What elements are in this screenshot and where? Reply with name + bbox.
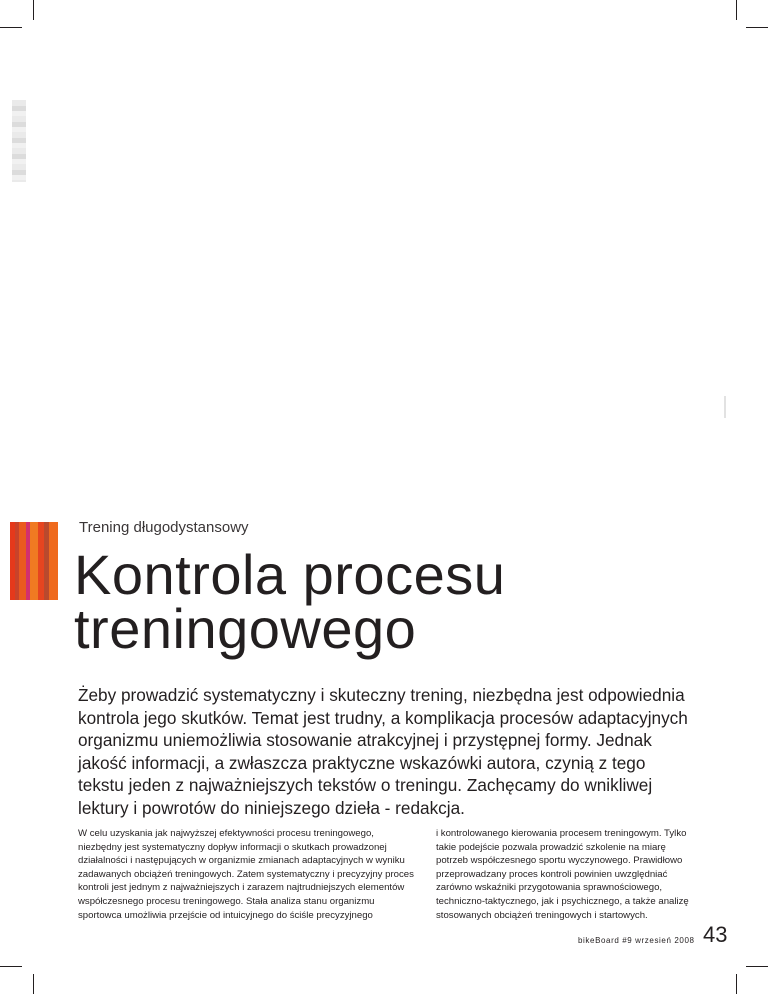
crop-mark-top-right xyxy=(736,0,737,20)
crop-mark-bottom-left xyxy=(33,974,34,994)
stripe xyxy=(30,522,38,600)
body-column-left: W celu uzyskania jak najwyższej efektywności procesu treningowego, niezbędny jest systematyczny dopływ informacji o skutkach prowadzonej działalności i następujących w organizmie zmianach adaptacyjnych w wyniku zadawanych obciążeń treningowych. Zatem systematyczny i precyzyjny proces kontroli jest jednym z najważniejszych i zarazem najtrudniejszych elementów współczesnego procesu treningowego. Stała analiza stanu organizmu sportowca umożliwia przejście od intuicyjnego do ściśle precyzyjnego xyxy=(78,828,414,921)
article-title-line-2: treningowego xyxy=(74,597,417,660)
scan-artifact xyxy=(12,100,26,182)
body-column-right: i kontrolowanego kierowania procesem treningowym. Tylko takie podejście pozwala prowadzić szkolenie na miarę potrzeb współczesnego sportu wyczynowego. Prawidłowo przeprowadzany proces kontroli powinien uwzględniać zarówno wskaźniki przygotowania sprawnościowego, techniczno-taktycznego, jak i psychicznego, a także analizę stosowanych obciążeń treningowych i startowych. xyxy=(436,828,689,921)
lead-paragraph: Żeby prowadzić systematyczny i skuteczny trening, niezbędna jest odpowiednia kontrola jego skutków. Temat jest trudny, a komplikacja procesów adaptacyjnych organizmu uniemożliwia stosowanie atrakcyjnej i przystępnej formy. Jednak jakość informacji, a zwłaszcza praktyczne wskazówki autora, czynią z tego tekstu jeden z najważniejszych tekstów o treningu. Zachęcamy do wnikliwej lektury i powrotów do niniejszego dzieła - redakcja. xyxy=(78,685,688,818)
section-label: Trening długodystansowy xyxy=(79,519,249,536)
scan-artifact-right xyxy=(724,396,726,418)
crop-mark-left-bottom xyxy=(0,966,22,967)
magazine-issue-info: bikeBoard #9 wrzesień 2008 xyxy=(578,936,695,945)
decorative-stripe-bar xyxy=(10,522,58,600)
crop-mark-top-left xyxy=(33,0,34,20)
page-number: 43 xyxy=(703,922,728,947)
crop-mark-right-bottom xyxy=(746,966,768,967)
crop-mark-right-top xyxy=(746,27,768,28)
stripe xyxy=(49,522,58,600)
stripe xyxy=(19,522,26,600)
crop-mark-bottom-right xyxy=(736,974,737,994)
article-title-line-1: Kontrola procesu xyxy=(74,543,506,606)
article-title xyxy=(74,543,506,660)
crop-mark-left-top xyxy=(0,27,22,28)
